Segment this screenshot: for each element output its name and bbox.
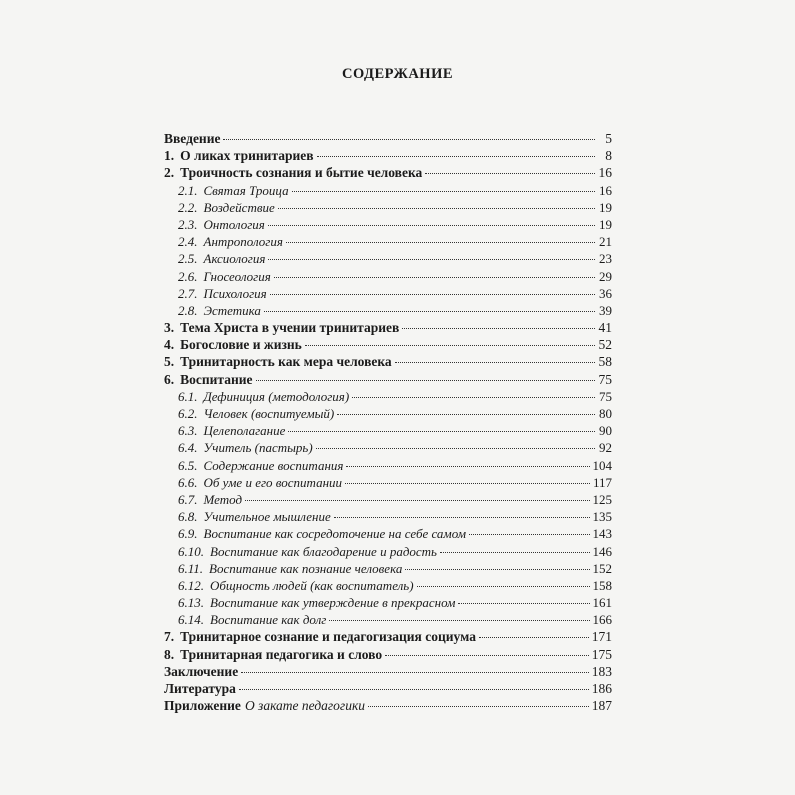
dot-leader (274, 277, 595, 278)
dot-leader (278, 208, 595, 209)
toc-entry-title (164, 165, 422, 181)
toc-entry-number: 6.10. (178, 543, 204, 559)
dot-leader (245, 500, 589, 501)
toc-entry (164, 234, 612, 251)
toc-entry (164, 269, 612, 286)
toc-entry-number: 6.8. (178, 509, 198, 525)
toc-entry-title (178, 200, 275, 216)
toc-entry-number: 8. (164, 646, 175, 662)
toc-entry (164, 183, 612, 200)
toc-entry-label: Троичность сознания и бытие человека (180, 165, 423, 181)
toc-entry-page-number: 29 (599, 268, 612, 284)
toc-entry-label: Учитель (пастырь) (203, 440, 313, 456)
toc-entry-title (164, 698, 365, 714)
toc-entry-label: Человек (воспитуемый) (203, 406, 335, 421)
toc-entry-label: Онтология (203, 216, 265, 232)
toc-entry-label: Воспитание как познание человека (209, 560, 403, 576)
toc-entry-label: Гносеология (203, 268, 271, 284)
toc-entry-title (178, 492, 242, 508)
toc-entry-title (178, 423, 285, 439)
toc-entry-number: 4. (164, 337, 175, 353)
dot-leader (316, 448, 595, 449)
toc-entry (164, 337, 612, 354)
toc-entry-label: Дефиниция (методология) (203, 388, 350, 404)
toc-entry-label: Тринитарная педагогика и слово (180, 646, 383, 662)
toc-entry-page-number: 158 (592, 577, 612, 593)
toc-entry-label: Воспитание как долг (210, 612, 327, 628)
dot-leader (239, 689, 589, 690)
toc-entry-title (178, 526, 466, 542)
dot-leader (337, 414, 595, 415)
toc-entry-title (178, 303, 261, 319)
toc-entry-page-number: 161 (592, 595, 612, 611)
dot-leader (241, 672, 589, 673)
toc-entry (164, 320, 612, 337)
toc-entry (164, 475, 612, 492)
toc-entry-page-number: 75 (599, 388, 612, 404)
toc-entry-page-number: 104 (592, 457, 612, 473)
toc-entry-number: 3. (164, 320, 175, 336)
toc-entry-number: 6.9. (178, 526, 198, 542)
toc-entry-label: Приложение (164, 698, 241, 714)
toc-entry-label: О ликах тринитариев (180, 148, 314, 164)
toc-entry-number: 5. (164, 354, 175, 370)
toc-entry-title (164, 148, 314, 164)
dot-leader (264, 311, 595, 312)
toc-entry-number: 6.7. (178, 491, 198, 507)
toc-entry-number: 6.4. (178, 440, 198, 456)
toc-entry-title (178, 234, 283, 250)
toc-entry (164, 664, 612, 681)
toc-entry-number: 2.3. (178, 216, 198, 232)
toc-entry-page-number: 171 (591, 629, 612, 645)
toc-entry-page-number: 39 (599, 302, 612, 318)
toc-entry-label: Воспитание (180, 371, 253, 387)
toc-entry-title (164, 664, 238, 680)
toc-entry-page-number: 5 (605, 131, 612, 146)
dot-leader (368, 706, 589, 707)
toc-entry-page-number: 146 (592, 543, 612, 559)
toc-entry-number: 2.5. (178, 251, 198, 267)
toc-entry-subtitle: О закате педагогики (244, 698, 366, 714)
toc-entry-number: 2.2. (178, 199, 198, 215)
toc-entry-page-number: 75 (598, 371, 612, 387)
toc-entry (164, 681, 612, 698)
dot-leader (417, 586, 590, 587)
toc-entry (164, 354, 612, 371)
dot-leader (256, 380, 595, 381)
toc-entry-number: 6. (164, 371, 175, 387)
dot-leader (334, 517, 590, 518)
toc-entry-page-number: 175 (591, 646, 612, 662)
toc-entry (164, 561, 612, 578)
toc-entry-page-number: 19 (599, 216, 612, 232)
toc-entry-number: 6.14. (178, 612, 204, 628)
dot-leader (469, 534, 589, 535)
toc-entry-label: Воздействие (203, 199, 275, 215)
toc-entry-title (178, 578, 414, 594)
toc-entry-label: Литература (164, 681, 236, 696)
toc-entry (164, 423, 612, 440)
toc-entry-title (164, 629, 476, 645)
toc-entry-number: 6.13. (178, 595, 204, 611)
toc-entry-title (178, 251, 265, 267)
toc-entry-page-number: 117 (592, 474, 612, 490)
toc-entry-page-number: 16 (599, 182, 612, 198)
dot-leader (223, 139, 595, 140)
dot-leader (292, 191, 595, 192)
toc-entry (164, 389, 612, 406)
toc-entry-page-number: 125 (592, 491, 612, 507)
dot-leader (329, 620, 589, 621)
page-title: СОДЕРЖАНИЕ (341, 66, 454, 82)
toc-entry-title (164, 681, 236, 697)
show-through-text (0, 40, 795, 56)
dot-leader (425, 173, 595, 174)
toc-entry-page-number: 183 (591, 663, 612, 679)
toc-entry-page-number: 52 (598, 337, 612, 353)
toc-entry-title (164, 131, 220, 147)
toc-entry-label: Введение (164, 131, 221, 146)
toc-entry-title (178, 544, 437, 560)
toc-entry-number: 2.7. (178, 285, 198, 301)
toc-entry-number: 2. (164, 165, 175, 181)
dot-leader (346, 466, 589, 467)
toc-entry-number: 2.4. (178, 234, 198, 250)
toc-entry-page-number: 166 (592, 612, 612, 628)
toc-entry (164, 251, 612, 268)
toc-entry-label: Тема Христа в учении тринитариев (180, 320, 400, 336)
toc-entry-label: Антропология (203, 234, 283, 250)
toc-entry-title (178, 561, 402, 577)
toc-entry-page-number: 80 (599, 406, 612, 421)
dot-leader (268, 259, 595, 260)
toc-entry (164, 544, 612, 561)
toc-entry-number: 6.12. (178, 577, 204, 593)
toc-entry-number: 6.1. (178, 388, 198, 404)
toc-entry-page-number: 187 (591, 698, 612, 714)
toc-entry-page-number: 135 (592, 509, 612, 525)
toc-entry-title (178, 269, 271, 285)
dot-leader (458, 603, 589, 604)
toc-entry-label: Общность людей (как воспитатель) (210, 577, 414, 593)
toc-entry (164, 200, 612, 217)
toc-entry-label: Целеполагание (203, 423, 286, 439)
toc-entry (164, 458, 612, 475)
dot-leader (405, 569, 589, 570)
toc-entry-number: 2.8. (178, 302, 198, 318)
toc-entry-number: 6.3. (178, 423, 198, 439)
toc-entry-title (164, 354, 392, 370)
toc-entry (164, 406, 612, 423)
dot-leader (345, 483, 590, 484)
toc-entry-label: Воспитание как благодарение и радость (210, 543, 437, 559)
dot-leader (479, 637, 589, 638)
toc-entry-page-number: 152 (592, 560, 612, 576)
table-of-contents (164, 131, 612, 715)
toc-entry-page-number: 92 (599, 440, 612, 456)
toc-entry-number: 2.6. (178, 268, 198, 284)
dot-leader (440, 552, 590, 553)
toc-entry (164, 492, 612, 509)
toc-entry-title (178, 406, 334, 422)
toc-entry-label: Святая Троица (203, 182, 289, 198)
toc-entry-title (164, 372, 253, 388)
toc-entry-number: 6.6. (178, 474, 198, 490)
toc-entry-number: 6.5. (178, 457, 198, 473)
toc-entry-number: 6.2. (178, 406, 198, 421)
toc-entry (164, 509, 612, 526)
toc-entry (164, 526, 612, 543)
toc-entry-page-number: 186 (591, 681, 612, 696)
toc-entry-title (178, 475, 342, 491)
toc-entry (164, 578, 612, 595)
toc-entry-number: 7. (164, 629, 175, 645)
toc-entry-page-number: 143 (592, 526, 612, 542)
dot-leader (305, 345, 595, 346)
toc-entry-title (178, 183, 289, 199)
dot-leader (270, 294, 595, 295)
toc-entry-page-number: 21 (599, 234, 612, 250)
toc-entry-number: 2.1. (178, 182, 198, 198)
toc-entry-label: Заключение (164, 663, 239, 679)
dot-leader (288, 431, 595, 432)
toc-entry (164, 440, 612, 457)
toc-entry (164, 372, 612, 389)
toc-entry (164, 286, 612, 303)
toc-entry-title (178, 612, 326, 628)
toc-entry-page-number: 41 (598, 320, 612, 336)
toc-entry-title (178, 509, 331, 525)
toc-entry-page-number: 23 (599, 251, 612, 267)
toc-entry-page-number: 16 (598, 165, 612, 181)
toc-entry-page-number: 36 (599, 285, 612, 301)
toc-entry-label: Об уме и его воспитании (203, 474, 343, 490)
toc-entry-title (178, 217, 265, 233)
dot-leader (395, 362, 595, 363)
toc-entry-title (178, 440, 313, 456)
toc-entry-label: Воспитание как утверждение в прекрасном (210, 595, 456, 611)
toc-entry-label: Эстетика (203, 302, 261, 318)
toc-entry-number: 6.11. (178, 560, 204, 576)
toc-entry (164, 595, 612, 612)
toc-entry-number: 1. (164, 148, 175, 164)
toc-entry-title (178, 595, 455, 611)
toc-entry (164, 131, 612, 148)
toc-entry-title (164, 337, 302, 353)
toc-entry (164, 612, 612, 629)
toc-entry-label: Содержание воспитания (203, 457, 344, 473)
toc-entry-page-number: 90 (599, 423, 612, 439)
toc-entry-label: Учительное мышление (203, 509, 331, 525)
dot-leader (385, 655, 589, 656)
toc-entry-page-number: 19 (599, 199, 612, 215)
dot-leader (268, 225, 595, 226)
toc-entry-title (164, 320, 399, 336)
toc-entry-label: Психология (203, 285, 267, 301)
toc-entry (164, 165, 612, 182)
toc-entry-label: Аксиология (203, 251, 266, 267)
toc-entry-label: Богословие и жизнь (180, 337, 302, 353)
dot-leader (286, 242, 595, 243)
toc-entry (164, 303, 612, 320)
toc-entry (164, 629, 612, 646)
toc-entry-page-number: 8 (605, 148, 612, 164)
toc-entry-page-number: 58 (598, 354, 612, 370)
toc-entry-title (164, 647, 382, 663)
toc-entry (164, 647, 612, 664)
toc-entry-title (178, 389, 349, 405)
toc-entry-label: Тринитарное сознание и педагогизация социума (180, 629, 476, 645)
dot-leader (352, 397, 595, 398)
toc-entry-label: Воспитание как сосредоточение на себе самом (203, 526, 467, 542)
dot-leader (317, 156, 595, 157)
toc-entry-label: Метод (203, 491, 243, 507)
toc-entry (164, 148, 612, 165)
toc-entry-label: Тринитарность как мера человека (180, 354, 392, 370)
toc-entry (164, 698, 612, 715)
toc-entry-title (178, 286, 267, 302)
toc-entry (164, 217, 612, 234)
toc-entry-title (178, 458, 343, 474)
dot-leader (402, 328, 595, 329)
